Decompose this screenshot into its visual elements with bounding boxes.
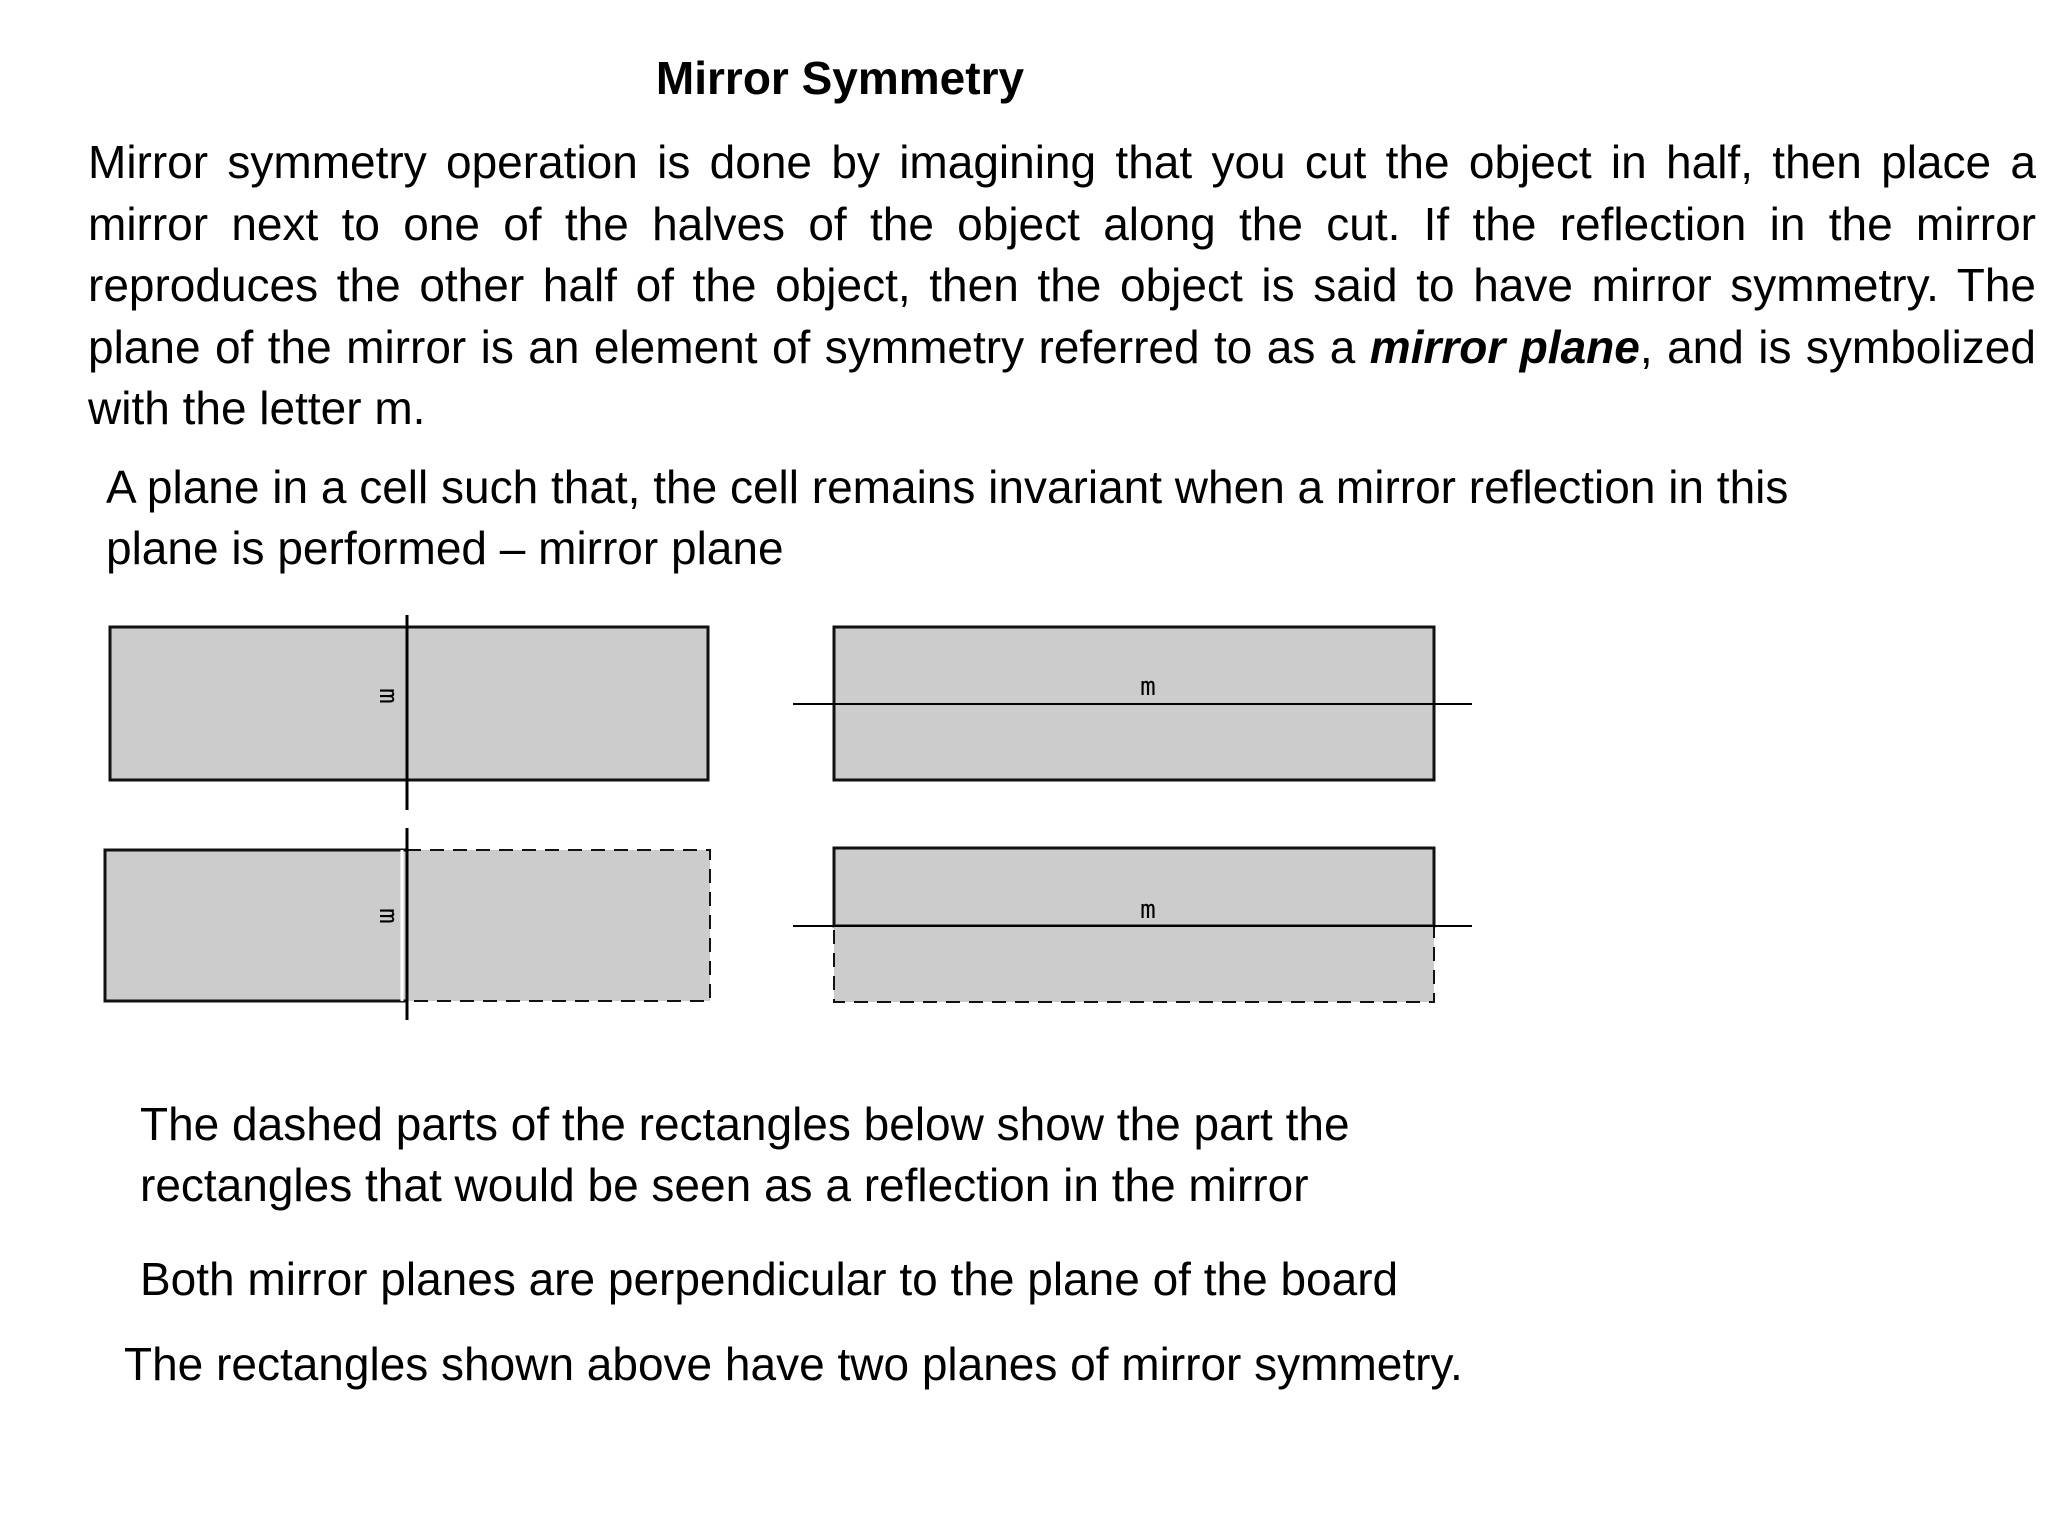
rectangle-vertical-reflection (105, 828, 710, 1020)
intro-paragraph (88, 132, 2036, 440)
dashed-note-line-1: The dashed parts of the rectangles below show the part the (140, 1098, 1350, 1150)
rectangle-vertical-mirror (110, 615, 708, 810)
mirror-plane-term: mirror plane (1369, 320, 1640, 373)
mirror-label: m (373, 688, 403, 704)
page-title: Mirror Symmetry (655, 52, 1025, 104)
mirror-symmetry-diagram (0, 600, 1500, 1030)
mirror-label: m (1140, 895, 1156, 925)
mirror-label: m (1140, 672, 1156, 702)
conclusion-note: The rectangles shown above have two planes of mirror symmetry. (124, 1338, 1463, 1390)
rectangle-horizontal-mirror (793, 627, 1472, 780)
rectangle-horizontal-reflection (793, 848, 1472, 1002)
dashed-note-line-2: rectangles that would be seen as a reflection in the mirror (140, 1159, 1309, 1211)
definition-line-1: A plane in a cell such that, the cell remains invariant when a mirror reflection in this (106, 461, 1789, 513)
perpendicular-note: Both mirror planes are perpendicular to the plane of the board (140, 1253, 1399, 1305)
intro-text-start: Mirror symmetry operation is done by imagining that you cut the object in half, then place a mirror next to one of the halves of the object along the cut. If the reflection in the mirror reproduces the other half of the object, then the object is said to have mirror symmetry. The plane of the mirror is an element of symmetry referred to as a (88, 136, 2036, 373)
rectangle-half (834, 848, 1434, 926)
dashed-reflection (834, 926, 1434, 1002)
rectangle-shape (110, 627, 708, 780)
dashed-reflection (407, 850, 710, 1001)
intro-text-end: , and is symbolized with the letter m. (88, 320, 2036, 434)
rectangle-half (105, 850, 407, 1001)
definition-line-2: plane is performed – mirror plane (106, 522, 784, 574)
mirror-label: m (373, 908, 403, 924)
